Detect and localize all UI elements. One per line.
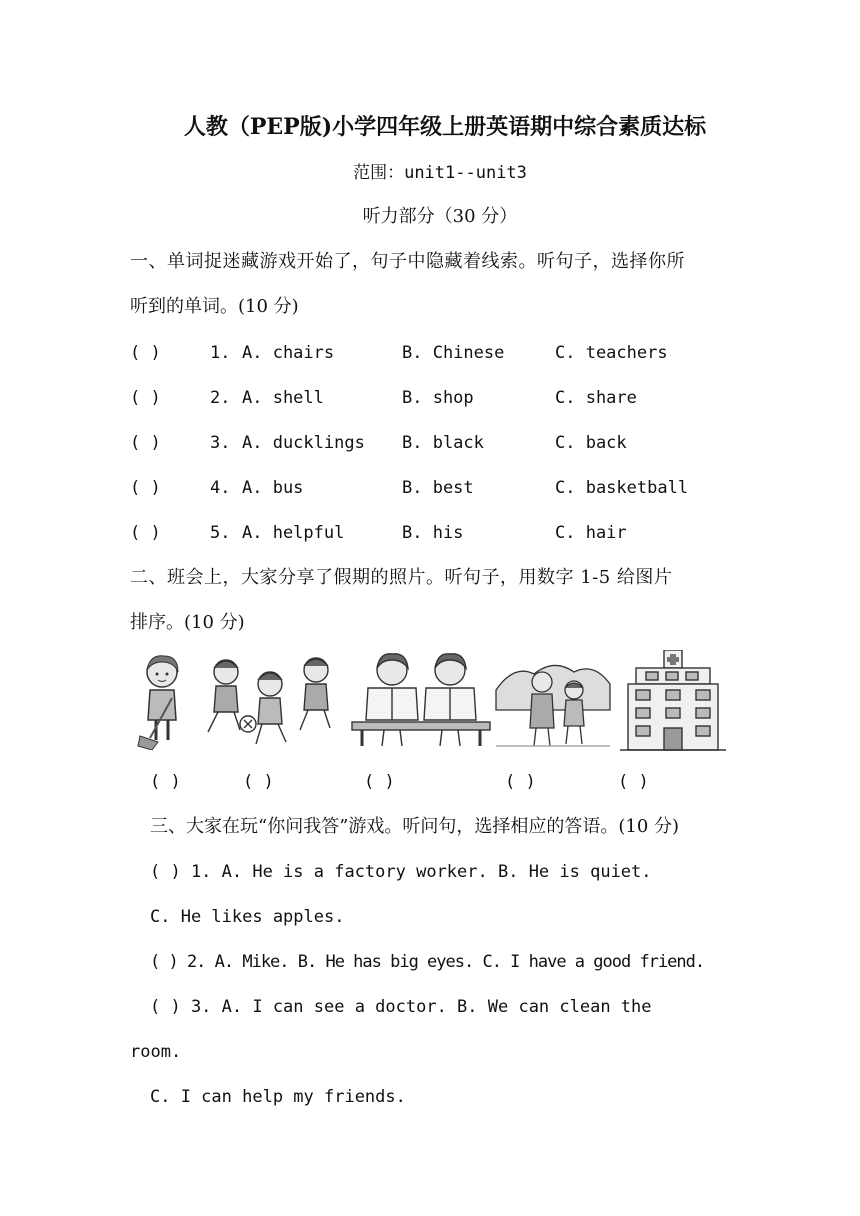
option-c: C. share <box>555 388 637 408</box>
item-number: 4. <box>210 478 231 498</box>
section3-q1-line1: ( ) 1. A. He is a factory worker. B. He is quiet. <box>150 862 652 882</box>
answer-bracket[interactable]: ( ) <box>130 433 161 453</box>
option-b: B. shop <box>402 388 474 408</box>
option-c: C. hair <box>555 523 627 543</box>
hospital-icon <box>620 650 726 754</box>
boys-playing-football-icon <box>200 650 340 750</box>
section3-q3-line3: C. I can help my friends. <box>150 1087 406 1107</box>
option-a: A. chairs <box>242 343 335 363</box>
answer-bracket[interactable]: ( ) <box>130 478 161 498</box>
option-b: B. Chinese <box>402 343 505 363</box>
picture-bracket[interactable]: ( ) <box>505 772 536 792</box>
item-number: 5. <box>210 523 231 543</box>
section2-instruction-line2: 排序。(10 分) <box>130 612 245 633</box>
picture-bracket[interactable]: ( ) <box>150 772 181 792</box>
section3-q3-line2: room. <box>130 1042 182 1062</box>
option-a: A. shell <box>242 388 324 408</box>
girl-sweeping-icon <box>136 650 190 750</box>
answer-bracket[interactable]: ( ) <box>130 343 161 363</box>
listening-header: 听力部分（30 分） <box>362 206 518 227</box>
option-a: A. ducklings <box>242 433 365 453</box>
option-b: B. his <box>402 523 464 543</box>
option-c: C. basketball <box>555 478 689 498</box>
item-number: 1. <box>210 343 231 363</box>
answer-bracket[interactable]: ( ) <box>130 388 161 408</box>
item-number: 2. <box>210 388 231 408</box>
option-c: C. teachers <box>555 343 668 363</box>
section3-instruction: 三、大家在玩“你问我答”游戏。听问句，选择相应的答语。(10 分) <box>150 816 680 837</box>
section2-instruction-line1: 二、班会上，大家分享了假期的照片。听句子，用数字 1-5 给图片 <box>130 567 673 588</box>
option-b: B. black <box>402 433 484 453</box>
option-b: B. best <box>402 478 474 498</box>
item-number: 3. <box>210 433 231 453</box>
section1-instruction-line2: 听到的单词。(10 分) <box>130 296 299 317</box>
section1-instruction-line1: 一、单词捉迷藏游戏开始了，句子中隐藏着线索。听句子，选择你所 <box>130 251 685 272</box>
section3-q3-line1: ( ) 3. A. I can see a doctor. B. We can clean the <box>150 997 652 1017</box>
option-a: A. bus <box>242 478 304 498</box>
answer-bracket[interactable]: ( ) <box>130 523 161 543</box>
page-title: 人教（PEP版)小学四年级上册英语期中综合素质达标 <box>183 114 707 140</box>
girls-reading-icon <box>350 650 492 750</box>
section3-q1-line2: C. He likes apples. <box>150 907 345 927</box>
scope-text: 范围：unit1--unit3 <box>353 163 527 183</box>
picture-bracket[interactable]: ( ) <box>364 772 395 792</box>
grandparent-walking-icon <box>494 650 612 750</box>
section3-q2-line1: ( ) 2. A. Mike. B. He has big eyes. C. I have a good friend. <box>150 952 705 972</box>
option-c: C. back <box>555 433 627 453</box>
picture-bracket[interactable]: ( ) <box>243 772 274 792</box>
option-a: A. helpful <box>242 523 345 543</box>
picture-bracket[interactable]: ( ) <box>618 772 649 792</box>
